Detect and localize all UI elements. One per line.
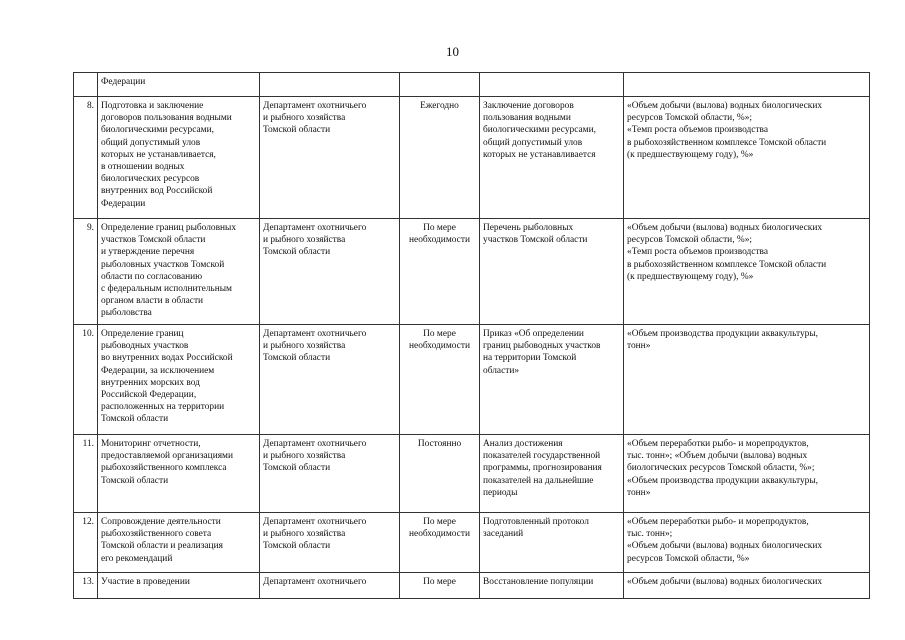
- deadline-cell: [400, 573, 480, 599]
- measure-cell-line: Томской области и реализация: [101, 541, 223, 552]
- measure-cell: [98, 573, 260, 599]
- measure-cell-line: предоставляемой организациями: [101, 451, 233, 462]
- indicators-cell-line: «Темп роста объемов производства: [627, 247, 769, 258]
- result-cell-line: показателей государственной: [483, 451, 601, 462]
- measure-cell-line: рыболовных участков Томской: [101, 259, 225, 270]
- executor-cell: [260, 73, 400, 97]
- measure-cell-line: с федеральным исполнительным: [101, 284, 232, 295]
- measure-cell-line: Сопровождение деятельности: [101, 517, 221, 527]
- result-cell: [480, 73, 624, 97]
- indicators-cell-line: тыс. тонн»; «Объем добычи (вылова) водных: [627, 451, 808, 462]
- result-cell: [480, 219, 624, 325]
- executor-cell-line: и рыбного хозяйства: [263, 341, 346, 352]
- indicators-cell-line: (к предшествующему году), %»: [627, 271, 754, 282]
- executor-cell-line: и рыбного хозяйства: [263, 529, 346, 540]
- row-number: 11.: [74, 435, 98, 513]
- measure-cell-line: Томской области: [101, 475, 169, 486]
- result-cell-line: Перечень рыболовных: [483, 223, 574, 233]
- table-row: [74, 97, 870, 219]
- result-cell-line: Приказ «Об определении: [483, 329, 584, 339]
- measure-cell: [98, 219, 260, 325]
- measure-cell-line: и утверждение перечня: [101, 247, 195, 258]
- row-number: 8.: [74, 97, 98, 219]
- result-cell: [480, 325, 624, 435]
- measure-cell-line: договоров пользования водными: [101, 113, 232, 124]
- indicators-cell: [624, 573, 870, 599]
- measure-cell: [98, 513, 260, 573]
- indicators-cell-line: ресурсов Томской области, %»;: [627, 235, 752, 246]
- deadline-cell-line: Постоянно: [417, 439, 462, 449]
- deadline-cell: [400, 513, 480, 573]
- deadline-cell-line: необходимости: [409, 529, 470, 540]
- result-cell-line: на территории Томской: [483, 353, 577, 364]
- row-number: 12.: [74, 513, 98, 573]
- measure-cell-line: в отношении водных: [101, 162, 185, 173]
- deadline-cell: [400, 325, 480, 435]
- executor-cell-line: и рыбного хозяйства: [263, 451, 346, 462]
- indicators-cell: [624, 97, 870, 219]
- executor-cell-line: и рыбного хозяйства: [263, 113, 346, 124]
- measure-cell-line: Мониторинг отчетности,: [101, 439, 201, 449]
- result-cell: [480, 435, 624, 513]
- table-row: [74, 513, 870, 573]
- indicators-cell-line: «Объем производства продукции аквакультуры,: [627, 329, 818, 339]
- result-cell-line: общий допустимый улов: [483, 137, 583, 148]
- indicators-cell-line: биологических ресурсов Томской области, %»;: [627, 463, 815, 474]
- executor-cell-line: Департамент охотничьего: [263, 223, 367, 233]
- row-number: 9.: [74, 219, 98, 325]
- executor-cell-line: Департамент охотничьего: [263, 329, 367, 339]
- indicators-cell-line: тонн»: [627, 487, 651, 498]
- measure-cell-line: рыболовства: [101, 308, 152, 319]
- measure-cell-line: Российской Федерации,: [101, 390, 197, 401]
- row-number: 10.: [74, 325, 98, 435]
- measure-cell-line: органом власти в области: [101, 296, 204, 307]
- measure-cell-line: Федерации, за исключением: [101, 365, 215, 376]
- executor-cell-line: Томской области: [263, 247, 331, 258]
- measure-cell-line: Участие в проведении: [101, 577, 190, 587]
- deadline-cell-line: По мере: [423, 517, 456, 527]
- measure-cell-line: внутренних морских вод: [101, 377, 200, 388]
- deadline-cell-line: По мере: [423, 577, 456, 587]
- measure-cell-line: Определение границ: [101, 329, 184, 339]
- indicators-cell-line: ресурсов Томской области, %»: [627, 553, 750, 564]
- indicators-cell-line: «Объем добычи (вылова) водных биологических: [627, 101, 823, 111]
- indicators-cell: [624, 435, 870, 513]
- executor-cell-line: Томской области: [263, 463, 331, 474]
- executor-cell-line: Департамент охотничьего: [263, 517, 367, 527]
- measure-cell-line: которых не устанавливается,: [101, 149, 216, 160]
- page-number: 10: [446, 44, 459, 59]
- indicators-cell-line: «Объем переработки рыбо- и морепродуктов,: [627, 439, 809, 449]
- row-number: 13.: [74, 573, 98, 599]
- measure-cell-line: биологических ресурсов: [101, 174, 200, 185]
- executor-cell: [260, 97, 400, 219]
- executor-cell-line: и рыбного хозяйства: [263, 235, 346, 246]
- result-cell-line: биологическими ресурсами,: [483, 125, 596, 136]
- result-cell-line: области»: [483, 365, 520, 376]
- indicators-cell: [624, 219, 870, 325]
- deadline-cell-line: Ежегодно: [420, 101, 459, 111]
- measure-cell-line: Определение границ рыболовных: [101, 223, 237, 233]
- executor-cell: [260, 435, 400, 513]
- measure-cell-line: Томской области: [101, 414, 169, 425]
- indicators-cell-line: тыс. тонн»;: [627, 529, 673, 540]
- executor-cell: [260, 219, 400, 325]
- deadline-cell: [400, 435, 480, 513]
- indicators-cell: [624, 513, 870, 573]
- executor-cell-line: Томской области: [263, 353, 331, 364]
- indicators-cell-line: ресурсов Томской области, %»;: [627, 113, 752, 124]
- result-cell-line: границ рыбоводных участков: [483, 341, 601, 352]
- measure-cell-line: участков Томской области: [101, 235, 206, 246]
- measure-cell: [98, 73, 260, 97]
- executor-cell-line: Томской области: [263, 125, 331, 136]
- result-cell-line: заседаний: [483, 529, 524, 540]
- measure-cell-line: рыбоводных участков: [101, 341, 189, 352]
- result-cell-line: пользования водными: [483, 113, 571, 124]
- executor-cell: [260, 573, 400, 599]
- deadline-cell-line: необходимости: [409, 341, 470, 352]
- measure-cell-line: Федерации: [101, 77, 146, 87]
- measure-cell: [98, 325, 260, 435]
- executor-cell-line: Департамент охотничьего: [263, 439, 367, 449]
- indicators-cell: [624, 73, 870, 97]
- result-cell-line: Восстановление популяции: [483, 577, 594, 587]
- table-row: [74, 573, 870, 599]
- deadline-cell-line: По мере: [423, 329, 456, 339]
- deadline-cell-line: По мере: [423, 223, 456, 233]
- indicators-cell-line: «Объем производства продукции аквакультуры,: [627, 475, 818, 486]
- result-cell-line: Заключение договоров: [483, 101, 574, 111]
- measure-cell-line: рыбохозяйственного комплекса: [101, 463, 227, 474]
- deadline-cell: [400, 219, 480, 325]
- result-cell: [480, 97, 624, 219]
- executor-cell: [260, 325, 400, 435]
- result-cell-line: участков Томской области: [483, 235, 588, 246]
- table-row: [74, 435, 870, 513]
- indicators-cell-line: тонн»: [627, 341, 651, 352]
- measure-cell-line: его рекомендаций: [101, 553, 173, 564]
- result-cell-line: Анализ достижения: [483, 439, 563, 449]
- measure-cell-line: биологическими ресурсами,: [101, 125, 214, 136]
- measure-cell-line: Подготовка и заключение: [101, 101, 204, 111]
- measure-cell-line: Федерации: [101, 198, 146, 209]
- executor-cell-line: Департамент охотничьего: [263, 577, 367, 587]
- measure-cell-line: общий допустимый улов: [101, 137, 201, 148]
- indicators-cell-line: «Темп роста объемов производства: [627, 125, 769, 136]
- result-cell-line: показателей на дальнейшие: [483, 475, 594, 486]
- indicators-cell: [624, 325, 870, 435]
- executor-cell-line: Томской области: [263, 541, 331, 552]
- indicators-cell-line: «Объем добычи (вылова) водных биологических: [627, 541, 823, 552]
- result-cell: [480, 513, 624, 573]
- result-cell-line: которых не устанавливается: [483, 149, 596, 160]
- row-number: [74, 73, 98, 97]
- indicators-cell-line: «Объем добычи (вылова) водных биологических: [627, 577, 823, 587]
- result-cell-line: периоды: [483, 487, 518, 498]
- measure-cell-line: во внутренних водах Российской: [101, 353, 233, 364]
- table-row: [74, 219, 870, 325]
- measure-cell-line: рыбохозяйственного совета: [101, 529, 212, 540]
- table-row: [74, 325, 870, 435]
- measure-cell-line: области по согласованию: [101, 271, 203, 282]
- measures-table: [73, 72, 870, 599]
- indicators-cell-line: «Объем добычи (вылова) водных биологических: [627, 223, 823, 233]
- executor-cell-line: Департамент охотничьего: [263, 101, 367, 111]
- indicators-cell-line: в рыбохозяйственном комплексе Томской области: [627, 259, 827, 270]
- measure-cell: [98, 97, 260, 219]
- indicators-cell-line: «Объем переработки рыбо- и морепродуктов,: [627, 517, 809, 527]
- deadline-cell-line: необходимости: [409, 235, 470, 246]
- measure-cell: [98, 435, 260, 513]
- deadline-cell: [400, 73, 480, 97]
- executor-cell: [260, 513, 400, 573]
- result-cell-line: Подготовленный протокол: [483, 517, 589, 527]
- deadline-cell: [400, 97, 480, 219]
- measure-cell-line: расположенных на территории: [101, 402, 225, 413]
- indicators-cell-line: в рыбохозяйственном комплексе Томской области: [627, 137, 827, 148]
- table-row: [74, 73, 870, 97]
- result-cell: [480, 573, 624, 599]
- result-cell-line: программы, прогнозирования: [483, 463, 602, 474]
- measure-cell-line: внутренних вод Российской: [101, 186, 213, 197]
- indicators-cell-line: (к предшествующему году), %»: [627, 149, 754, 160]
